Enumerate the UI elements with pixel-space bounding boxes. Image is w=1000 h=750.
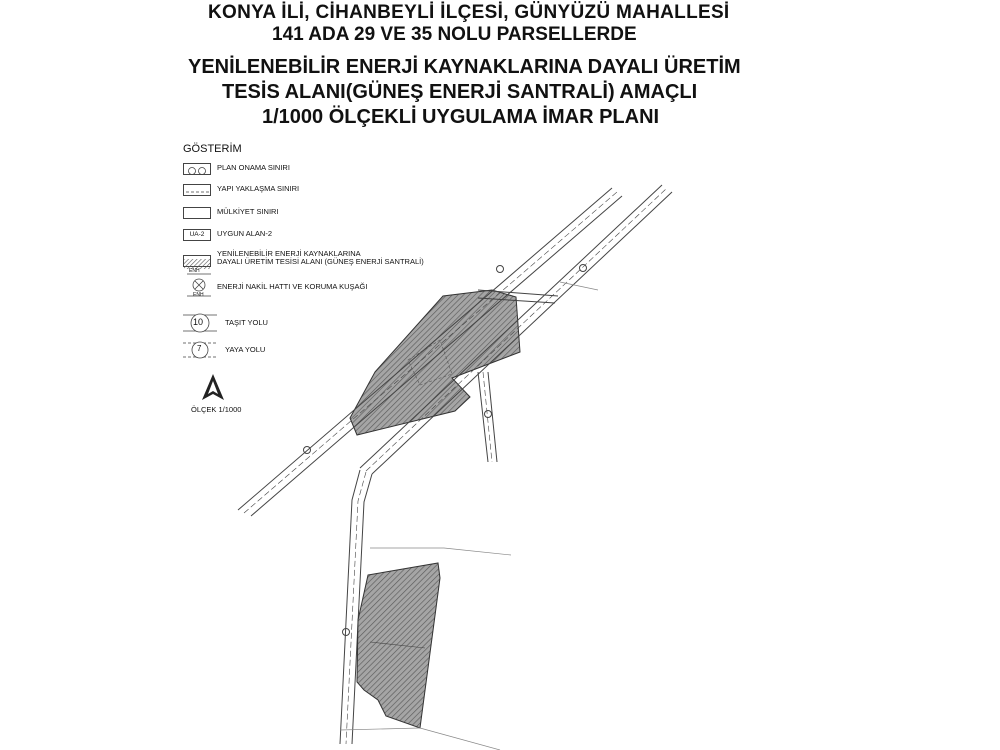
title-line-5: 1/1000 ÖLÇEKLİ UYGULAMA İMAR PLANI	[262, 106, 660, 128]
lower-parcel	[357, 563, 440, 728]
title-line-2: 141 ADA 29 VE 35 NOLU PARSELLERDE	[272, 24, 637, 45]
branch-road	[478, 372, 497, 462]
scale-label: ÖLÇEK 1/1000	[191, 405, 242, 414]
legend-label: MÜLKİYET SINIRI	[217, 207, 279, 216]
enh-tag-top: ENH	[189, 268, 200, 274]
legend-label: YAYA YOLU	[225, 345, 266, 354]
legend-heading: GÖSTERİM	[183, 143, 242, 155]
legend-label-2: DAYALI ÜRETİM TESİSİ ALANI (GÜNEŞ ENERJİ SANTRALİ)	[217, 257, 424, 266]
legend-label: YAPI YAKLAŞMA SINIRI	[217, 184, 300, 193]
legend-label: TAŞIT YOLU	[225, 318, 268, 327]
road-width: 10	[193, 317, 204, 327]
legend-label: ENERJİ NAKİL HATTI VE KORUMA KUŞAĞI	[217, 282, 368, 291]
title-line-1: KONYA İLİ, CİHANBEYLİ İLÇESİ, GÜNYÜZÜ MAHALLESİ	[208, 2, 730, 23]
title-line-4: TESİS ALANI(GÜNEŞ ENERJİ SANTRALİ) AMAÇLI	[222, 81, 698, 103]
zone-code: UA-2	[189, 231, 205, 238]
enh-tag-bottom: ENH	[193, 292, 204, 298]
legend-label: PLAN ONAMA SINIRI	[217, 163, 290, 172]
legend-label: YENİLENEBİLİR ENERJİ KAYNAKLARINA	[217, 249, 361, 258]
title-line-3: YENİLENEBİLİR ENERJİ KAYNAKLARINA DAYALI ÜRETİM	[188, 56, 741, 78]
legend-label: UYGUN ALAN-2	[217, 229, 273, 238]
path-width: 7	[197, 344, 202, 353]
upper-parcel	[350, 290, 520, 435]
